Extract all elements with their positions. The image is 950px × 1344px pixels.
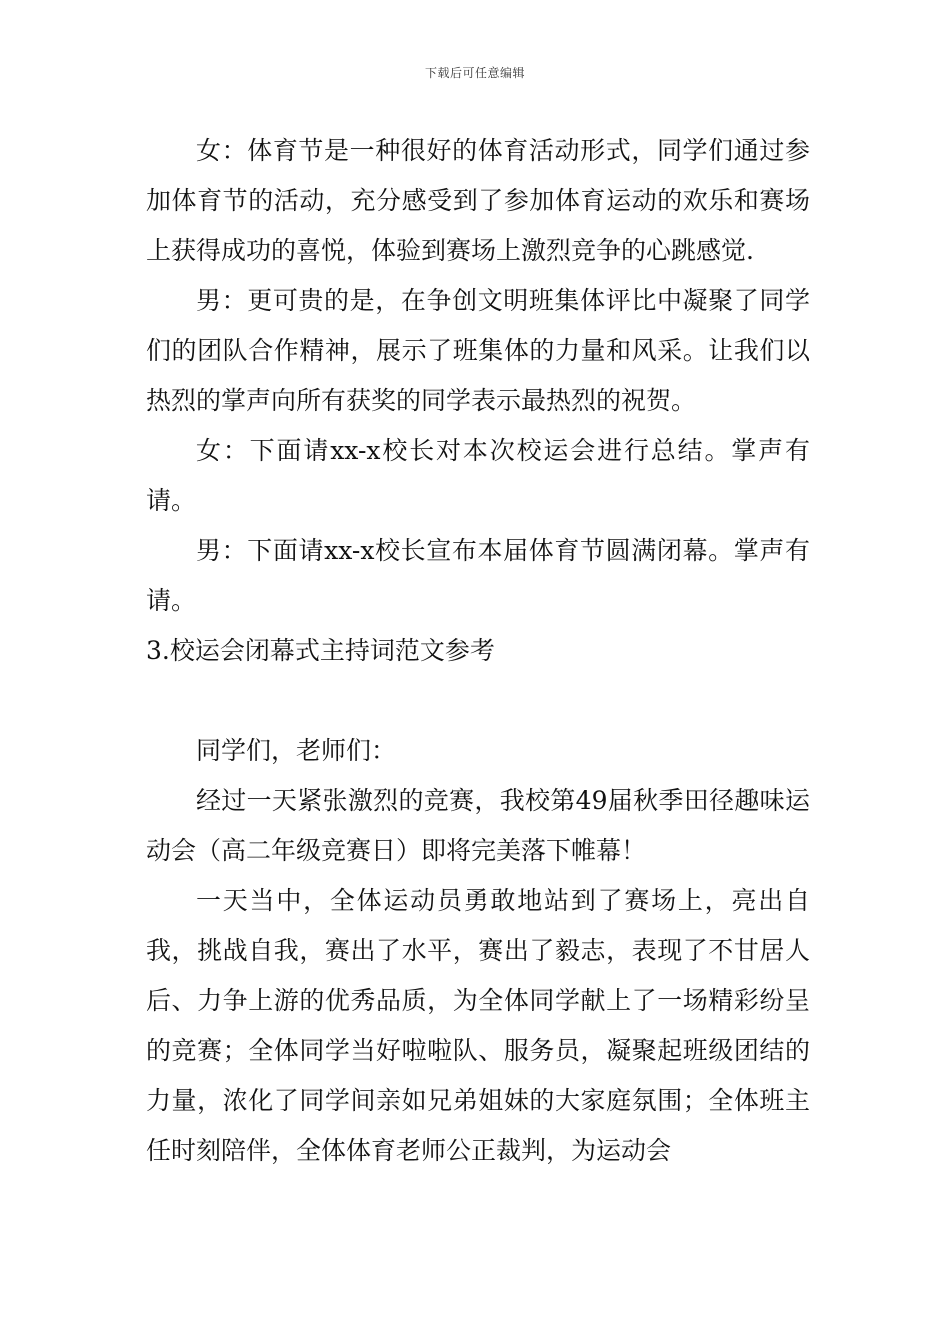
blank-line [146, 676, 810, 726]
document-body [146, 126, 810, 1176]
section-heading: 3.校运会闭幕式主持词范文参考 [146, 636, 495, 665]
paragraph-female-1: 女：体育节是一种很好的体育活动形式，同学们通过参加体育节的活动，充分感受到了参加体育运动的欢乐和赛场上获得成功的喜悦，体验到赛场上激烈竞争的心跳感觉. [146, 136, 810, 265]
paragraph-intro: 经过一天紧张激烈的竞赛，我校第49届秋季田径趣味运动会（高二年级竞赛日）即将完美落下帷幕！ [146, 786, 810, 865]
paragraph-male-1: 男：更可贵的是，在争创文明班集体评比中凝聚了同学们的团队合作精神，展示了班集体的力量和风采。让我们以热烈的掌声向所有获奖的同学表示最热烈的祝贺。 [146, 286, 810, 415]
paragraph-female-2: 女：下面请xx-x校长对本次校运会进行总结。掌声有请。 [146, 436, 810, 515]
greeting-paragraph: 同学们，老师们： [196, 736, 397, 765]
paragraph-summary: 一天当中，全体运动员勇敢地站到了赛场上，亮出自我，挑战自我，赛出了水平，赛出了毅志，表现了不甘居人后、力争上游的优秀品质，为全体同学献上了一场精彩纷呈的竞赛；全体同学当好啦啦队、服务员，凝聚起班级团结的力量，浓化了同学间亲如兄弟姐妹的大家庭氛围；全体班主任时刻陪伴，全体体育老师公正裁判，为运动会 [146, 886, 810, 1165]
page-header: 下载后可任意编辑 [424, 66, 525, 80]
paragraph-male-2: 男：下面请xx-x校长宣布本届体育节圆满闭幕。掌声有请。 [146, 536, 810, 615]
